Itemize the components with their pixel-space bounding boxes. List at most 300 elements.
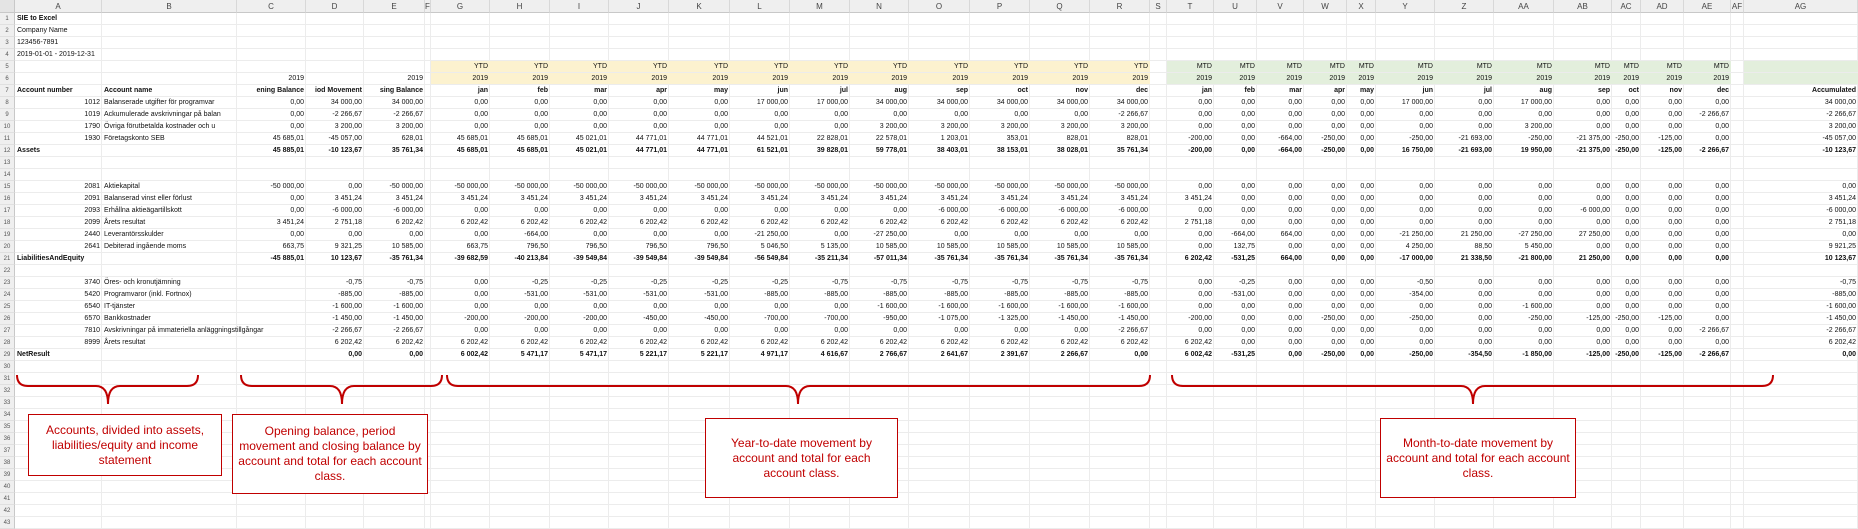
mtd-value[interactable]: 0,00 <box>1715 219 1729 226</box>
report-period[interactable]: 2019-01-01 - 2019-12-31 <box>17 51 95 58</box>
ytd-value[interactable]: 0,00 <box>653 123 667 130</box>
header-period-movement[interactable]: iod Movement <box>314 87 362 94</box>
ytd-value[interactable]: -531,00 <box>583 291 607 298</box>
mtd-value[interactable]: 0,00 <box>1288 315 1302 322</box>
balance-value[interactable]: 10 585,00 <box>391 243 423 250</box>
mtd-value[interactable]: 0,00 <box>1198 123 1212 130</box>
ytd-value[interactable]: -700,00 <box>764 315 788 322</box>
mtd-value[interactable]: -17 000,00 <box>1399 255 1433 262</box>
ytd-value[interactable]: 0,00 <box>893 111 907 118</box>
ytd-value[interactable]: 6 202,42 <box>460 339 488 346</box>
ytd-value[interactable]: 59 778,01 <box>875 147 907 154</box>
ytd-value[interactable]: 3 451,24 <box>520 195 548 202</box>
ytd-value[interactable]: 0,00 <box>474 99 488 106</box>
ytd-value[interactable]: 6 202,42 <box>760 219 788 226</box>
ytd-value[interactable]: 3 451,24 <box>820 195 848 202</box>
balance-value[interactable] <box>237 313 306 324</box>
mtd-value[interactable]: 0,00 <box>1419 303 1433 310</box>
ytd-month-header[interactable]: may <box>713 87 728 94</box>
mtd-value[interactable]: 0,00 <box>1668 231 1682 238</box>
mtd-value[interactable]: 21 250,00 <box>1578 255 1610 262</box>
mtd-value[interactable]: -2 266,67 <box>1699 147 1729 154</box>
ytd-value[interactable]: -35 761,34 <box>994 255 1028 262</box>
mtd-value[interactable]: -21 693,00 <box>1458 135 1492 142</box>
mtd-value[interactable]: -354,50 <box>1468 351 1492 358</box>
mtd-value[interactable]: 0,00 <box>1538 183 1552 190</box>
ytd-month-header[interactable]: jan <box>477 87 488 94</box>
mtd-value[interactable]: 0,00 <box>1360 303 1374 310</box>
ytd-value[interactable]: 0,00 <box>714 123 728 130</box>
mtd-value[interactable]: 0,00 <box>1360 279 1374 286</box>
balance-value[interactable]: -2 266,67 <box>332 327 362 334</box>
ytd-value[interactable]: 5 135,00 <box>820 243 848 250</box>
mtd-value[interactable]: -250,00 <box>1528 315 1552 322</box>
header-opening-balance[interactable]: ening Balance <box>256 87 304 94</box>
row-header-18[interactable]: 18 <box>0 217 15 229</box>
ytd-value[interactable]: 17 000,00 <box>756 99 788 106</box>
account-number[interactable]: 2641 <box>84 243 100 250</box>
balance-value[interactable]: 0,00 <box>290 207 304 214</box>
ytd-value[interactable]: -40 213,84 <box>514 255 548 262</box>
ytd-value[interactable]: 0,00 <box>593 123 607 130</box>
mtd-year[interactable]: 2019 <box>1554 73 1612 84</box>
ytd-label[interactable]: YTD <box>730 61 790 72</box>
mtd-value[interactable]: 0,00 <box>1668 243 1682 250</box>
mtd-value[interactable]: 0,00 <box>1596 123 1610 130</box>
mtd-value[interactable]: 0,00 <box>1478 339 1492 346</box>
mtd-value[interactable]: 5 450,00 <box>1524 243 1552 250</box>
mtd-value[interactable]: 0,00 <box>1419 123 1433 130</box>
mtd-year[interactable]: 2019 <box>1494 73 1554 84</box>
mtd-label[interactable]: MTD <box>1257 61 1304 72</box>
ytd-value[interactable]: -1 600,00 <box>1058 303 1088 310</box>
accumulated-value[interactable]: 9 921,25 <box>1828 243 1856 250</box>
ytd-value[interactable]: -6 000,00 <box>938 207 968 214</box>
ytd-month-header[interactable]: jul <box>839 87 848 94</box>
mtd-value[interactable]: 6 002,42 <box>1184 351 1212 358</box>
balance-value[interactable]: 6 202,42 <box>395 219 423 226</box>
ytd-value[interactable]: -6 000,00 <box>1118 207 1148 214</box>
ytd-year[interactable]: 2019 <box>850 73 909 84</box>
ytd-value[interactable]: -50 000,00 <box>454 183 488 190</box>
ytd-value[interactable]: -0,75 <box>952 279 968 286</box>
ytd-label[interactable]: YTD <box>850 61 909 72</box>
balance-value[interactable]: -1 450,00 <box>393 315 423 322</box>
mtd-month-header[interactable]: sep <box>1597 87 1610 94</box>
mtd-value[interactable]: 6 202,42 <box>1184 255 1212 262</box>
ytd-value[interactable]: -6 000,00 <box>998 207 1028 214</box>
mtd-value[interactable]: 0,00 <box>1715 123 1729 130</box>
mtd-month-header[interactable]: feb <box>1244 87 1255 94</box>
ytd-month-header[interactable]: nov <box>1075 87 1088 94</box>
column-header-ad[interactable]: AD <box>1641 0 1684 13</box>
ytd-value[interactable]: 0,00 <box>593 303 607 310</box>
ytd-value[interactable]: 0,00 <box>653 111 667 118</box>
ytd-year[interactable]: 2019 <box>1030 73 1090 84</box>
mtd-value[interactable]: 0,00 <box>1478 99 1492 106</box>
ytd-value[interactable]: 0,00 <box>714 207 728 214</box>
mtd-value[interactable]: 0,00 <box>1288 183 1302 190</box>
ytd-value[interactable]: 0,00 <box>714 303 728 310</box>
ytd-value[interactable]: 6 202,42 <box>940 219 968 226</box>
row-header-28[interactable]: 28 <box>0 337 15 349</box>
ytd-value[interactable]: 828,01 <box>1126 135 1148 142</box>
balance-value[interactable]: 3 451,24 <box>395 195 423 202</box>
mtd-value[interactable]: 0,00 <box>1625 327 1639 334</box>
ytd-value[interactable]: 6 202,42 <box>579 339 607 346</box>
column-header-n[interactable]: N <box>850 0 909 13</box>
accumulated-value[interactable]: -1 600,00 <box>1826 303 1856 310</box>
mtd-value[interactable]: 0,00 <box>1668 327 1682 334</box>
balance-value[interactable]: 35 761,34 <box>391 147 423 154</box>
mtd-value[interactable]: 0,00 <box>1715 255 1729 262</box>
column-header-r[interactable]: R <box>1090 0 1150 13</box>
mtd-value[interactable]: 132,75 <box>1233 243 1255 250</box>
ytd-value[interactable]: 0,00 <box>893 207 907 214</box>
ytd-label[interactable]: YTD <box>970 61 1030 72</box>
mtd-value[interactable]: 0,00 <box>1360 219 1374 226</box>
ytd-value[interactable]: 0,00 <box>534 207 548 214</box>
ytd-value[interactable]: 22 828,01 <box>816 135 848 142</box>
ytd-value[interactable]: 0,00 <box>834 231 848 238</box>
mtd-value[interactable]: 0,00 <box>1625 255 1639 262</box>
ytd-label[interactable]: YTD <box>490 61 550 72</box>
column-header-u[interactable]: U <box>1214 0 1257 13</box>
mtd-value[interactable]: 0,00 <box>1360 195 1374 202</box>
accumulated-value[interactable]: 34 000,00 <box>1824 99 1856 106</box>
ytd-value[interactable]: 34 000,00 <box>1056 99 1088 106</box>
mtd-value[interactable]: 0,00 <box>1478 327 1492 334</box>
mtd-value[interactable]: 0,00 <box>1478 219 1492 226</box>
balance-value[interactable]: 0,00 <box>290 111 304 118</box>
mtd-value[interactable]: 0,00 <box>1331 123 1345 130</box>
balance-value[interactable]: 0,00 <box>290 195 304 202</box>
balance-value[interactable] <box>237 277 306 288</box>
column-header-g[interactable]: G <box>431 0 490 13</box>
ytd-year[interactable]: 2019 <box>550 73 609 84</box>
account-name[interactable]: IT-tjänster <box>104 303 136 310</box>
mtd-value[interactable]: -21 250,00 <box>1399 231 1433 238</box>
ytd-value[interactable]: 34 000,00 <box>875 99 907 106</box>
mtd-month-header[interactable]: oct <box>1628 87 1639 94</box>
ytd-value[interactable]: 0,00 <box>593 207 607 214</box>
mtd-value[interactable]: -664,00 <box>1278 135 1302 142</box>
row-header-7[interactable]: 7 <box>0 85 15 97</box>
ytd-value[interactable]: -6 000,00 <box>1058 207 1088 214</box>
mtd-value[interactable]: 0,00 <box>1288 207 1302 214</box>
ytd-value[interactable]: -200,00 <box>464 315 488 322</box>
ytd-value[interactable]: -39 682,59 <box>454 255 488 262</box>
balance-value[interactable]: -1 600,00 <box>332 303 362 310</box>
mtd-value[interactable]: -1 600,00 <box>1522 303 1552 310</box>
account-number[interactable]: 2081 <box>84 183 100 190</box>
mtd-value[interactable]: -250,00 <box>1528 135 1552 142</box>
accumulated-value[interactable]: 0,00 <box>1842 231 1856 238</box>
mtd-value[interactable]: 0,00 <box>1331 219 1345 226</box>
ytd-value[interactable]: -1 600,00 <box>938 303 968 310</box>
mtd-value[interactable]: 0,00 <box>1625 291 1639 298</box>
account-name[interactable]: Avskrivningar på immateriella anläggningstillgångar <box>104 327 264 334</box>
ytd-month-header[interactable]: aug <box>894 87 907 94</box>
mtd-value[interactable]: 0,00 <box>1360 315 1374 322</box>
mtd-value[interactable]: 0,00 <box>1241 219 1255 226</box>
ytd-value[interactable]: 0,00 <box>1014 231 1028 238</box>
mtd-value[interactable]: -250,00 <box>1409 135 1433 142</box>
balance-value[interactable]: 0,00 <box>409 351 423 358</box>
mtd-value[interactable]: 0,00 <box>1596 243 1610 250</box>
ytd-value[interactable]: 0,00 <box>474 123 488 130</box>
row-header-13[interactable]: 13 <box>0 157 15 169</box>
ytd-month-header[interactable]: dec <box>1135 87 1148 94</box>
mtd-value[interactable]: -664,00 <box>1278 147 1302 154</box>
mtd-value[interactable]: -21 693,00 <box>1458 147 1492 154</box>
mtd-value[interactable]: -27 250,00 <box>1518 231 1552 238</box>
balance-value[interactable]: 34 000,00 <box>391 99 423 106</box>
mtd-value[interactable]: 0,00 <box>1668 183 1682 190</box>
ytd-label[interactable]: YTD <box>909 61 970 72</box>
ytd-value[interactable]: 0,00 <box>593 231 607 238</box>
ytd-month-header[interactable]: feb <box>537 87 548 94</box>
mtd-value[interactable]: -250,00 <box>1321 351 1345 358</box>
column-header-y[interactable]: Y <box>1376 0 1435 13</box>
mtd-value[interactable]: 0,00 <box>1360 123 1374 130</box>
account-number[interactable]: 2091 <box>84 195 100 202</box>
account-name[interactable]: Öres- och kronutjämning <box>104 279 181 286</box>
ytd-value[interactable]: 0,00 <box>653 303 667 310</box>
balance-value[interactable]: 3 451,24 <box>334 195 362 202</box>
balance-value[interactable]: 0,00 <box>348 231 362 238</box>
ytd-value[interactable]: -50 000,00 <box>573 183 607 190</box>
ytd-value[interactable]: 38 403,01 <box>936 147 968 154</box>
column-header-m[interactable]: M <box>790 0 850 13</box>
mtd-value[interactable]: 16 750,00 <box>1401 147 1433 154</box>
mtd-value[interactable]: 0,00 <box>1288 339 1302 346</box>
row-header-27[interactable]: 27 <box>0 325 15 337</box>
account-number[interactable]: 1019 <box>84 111 100 118</box>
mtd-value[interactable]: 0,00 <box>1241 327 1255 334</box>
ytd-value[interactable]: -200,00 <box>524 315 548 322</box>
row-header-34[interactable]: 34 <box>0 409 15 421</box>
mtd-value[interactable]: 0,00 <box>1625 279 1639 286</box>
ytd-year[interactable]: 2019 <box>490 73 550 84</box>
mtd-value[interactable]: 0,00 <box>1625 219 1639 226</box>
mtd-value[interactable]: 0,00 <box>1419 183 1433 190</box>
ytd-value[interactable]: 353,01 <box>1006 135 1028 142</box>
balance-value[interactable]: -1 600,00 <box>393 303 423 310</box>
mtd-value[interactable]: 0,00 <box>1715 195 1729 202</box>
ytd-value[interactable]: 0,00 <box>1074 231 1088 238</box>
row-header-12[interactable]: 12 <box>0 145 15 157</box>
mtd-value[interactable]: 0,00 <box>1419 207 1433 214</box>
row-header-22[interactable]: 22 <box>0 265 15 277</box>
account-name[interactable]: Övriga förutbetalda kostnader och u <box>104 123 216 130</box>
ytd-value[interactable]: 6 202,42 <box>879 219 907 226</box>
mtd-value[interactable]: 0,00 <box>1419 111 1433 118</box>
mtd-value[interactable]: 0,00 <box>1478 279 1492 286</box>
column-header-ac[interactable]: AC <box>1612 0 1641 13</box>
mtd-value[interactable]: 0,00 <box>1668 255 1682 262</box>
ytd-value[interactable]: -57 011,34 <box>873 255 907 262</box>
ytd-value[interactable]: 0,00 <box>534 123 548 130</box>
mtd-value[interactable]: 0,00 <box>1668 279 1682 286</box>
ytd-value[interactable]: -950,00 <box>883 315 907 322</box>
row-header-5[interactable]: 5 <box>0 61 15 73</box>
row-header-31[interactable]: 31 <box>0 373 15 385</box>
ytd-value[interactable]: -50 000,00 <box>514 183 548 190</box>
ytd-label[interactable]: YTD <box>790 61 850 72</box>
mtd-year[interactable]: 2019 <box>1641 73 1684 84</box>
ytd-value[interactable]: 6 202,42 <box>1060 339 1088 346</box>
balance-value[interactable]: -45 057,00 <box>328 135 362 142</box>
ytd-value[interactable]: 6 202,42 <box>760 339 788 346</box>
accumulated-value[interactable]: 3 451,24 <box>1828 195 1856 202</box>
ytd-value[interactable]: 0,00 <box>653 99 667 106</box>
ytd-value[interactable]: -1 600,00 <box>1118 303 1148 310</box>
balance-value[interactable]: 663,75 <box>282 243 304 250</box>
mtd-value[interactable]: 0,00 <box>1360 147 1374 154</box>
ytd-value[interactable]: 34 000,00 <box>1116 99 1148 106</box>
ytd-value[interactable]: 6 202,42 <box>700 339 728 346</box>
mtd-value[interactable]: 0,00 <box>1538 195 1552 202</box>
mtd-value[interactable]: 0,00 <box>1419 327 1433 334</box>
mtd-month-header[interactable]: apr <box>1334 87 1345 94</box>
row-header-17[interactable]: 17 <box>0 205 15 217</box>
ytd-value[interactable]: 3 451,24 <box>940 195 968 202</box>
mtd-value[interactable]: 0,00 <box>1596 99 1610 106</box>
ytd-value[interactable]: 3 451,24 <box>1000 195 1028 202</box>
mtd-value[interactable]: -21 800,00 <box>1518 255 1552 262</box>
mtd-value[interactable]: -250,00 <box>1615 315 1639 322</box>
mtd-value[interactable]: 0,00 <box>1419 339 1433 346</box>
mtd-value[interactable]: 0,00 <box>1715 303 1729 310</box>
mtd-value[interactable]: 0,00 <box>1596 291 1610 298</box>
ytd-value[interactable]: 3 451,24 <box>579 195 607 202</box>
mtd-value[interactable]: 0,00 <box>1596 327 1610 334</box>
ytd-value[interactable]: 44 771,01 <box>696 147 728 154</box>
ytd-value[interactable]: 45 685,01 <box>456 135 488 142</box>
ytd-value[interactable]: 10 585,00 <box>1116 243 1148 250</box>
mtd-value[interactable]: 0,00 <box>1538 279 1552 286</box>
mtd-value[interactable]: -2 266,67 <box>1699 351 1729 358</box>
ytd-value[interactable]: -35 211,34 <box>814 255 848 262</box>
mtd-value[interactable]: -0,50 <box>1417 279 1433 286</box>
mtd-value[interactable]: 0,00 <box>1288 219 1302 226</box>
ytd-value[interactable]: -50 000,00 <box>633 183 667 190</box>
mtd-value[interactable]: 6 202,42 <box>1184 339 1212 346</box>
mtd-year[interactable]: 2019 <box>1612 73 1641 84</box>
mtd-value[interactable]: 0,00 <box>1198 207 1212 214</box>
mtd-value[interactable]: 0,00 <box>1360 255 1374 262</box>
row-header-32[interactable]: 32 <box>0 385 15 397</box>
ytd-value[interactable]: 0,00 <box>774 327 788 334</box>
mtd-value[interactable]: -354,00 <box>1409 291 1433 298</box>
ytd-value[interactable]: -35 761,34 <box>1054 255 1088 262</box>
mtd-value[interactable]: 0,00 <box>1198 279 1212 286</box>
mtd-value[interactable]: -125,00 <box>1658 351 1682 358</box>
ytd-value[interactable]: 6 202,42 <box>1060 219 1088 226</box>
mtd-value[interactable]: 0,00 <box>1668 291 1682 298</box>
ytd-value[interactable]: -200,00 <box>583 315 607 322</box>
balance-value[interactable]: -2 266,67 <box>332 111 362 118</box>
mtd-label[interactable]: MTD <box>1214 61 1257 72</box>
ytd-value[interactable]: 5 471,17 <box>520 351 548 358</box>
ytd-value[interactable]: -50 000,00 <box>814 183 848 190</box>
mtd-value[interactable]: -250,00 <box>1321 135 1345 142</box>
ytd-value[interactable]: 10 585,00 <box>875 243 907 250</box>
ytd-value[interactable]: 0,00 <box>954 111 968 118</box>
mtd-label[interactable]: MTD <box>1347 61 1376 72</box>
mtd-value[interactable]: 0,00 <box>1625 339 1639 346</box>
mtd-value[interactable]: 0,00 <box>1288 243 1302 250</box>
mtd-value[interactable]: 0,00 <box>1715 183 1729 190</box>
row-header-4[interactable]: 4 <box>0 49 15 61</box>
column-header-z[interactable]: Z <box>1435 0 1494 13</box>
ytd-value[interactable]: -35 761,34 <box>934 255 968 262</box>
ytd-value[interactable]: 5 221,17 <box>639 351 667 358</box>
ytd-value[interactable]: 3 451,24 <box>639 195 667 202</box>
ytd-value[interactable]: -50 000,00 <box>873 183 907 190</box>
column-header-s[interactable]: S <box>1150 0 1167 13</box>
mtd-value[interactable]: 0,00 <box>1596 303 1610 310</box>
ytd-value[interactable]: -35 761,34 <box>1114 255 1148 262</box>
ytd-value[interactable]: 6 202,42 <box>639 339 667 346</box>
account-name[interactable]: Aktiekapital <box>104 183 140 190</box>
balance-value[interactable] <box>237 325 306 336</box>
ytd-value[interactable]: 796,50 <box>706 243 728 250</box>
ytd-value[interactable]: 0,00 <box>714 231 728 238</box>
mtd-value[interactable]: -125,00 <box>1658 147 1682 154</box>
mtd-value[interactable]: -664,00 <box>1231 231 1255 238</box>
row-header-8[interactable]: 8 <box>0 97 15 109</box>
row-header-24[interactable]: 24 <box>0 289 15 301</box>
company-name[interactable]: Company Name <box>17 27 68 34</box>
mtd-value[interactable]: 0,00 <box>1288 123 1302 130</box>
mtd-value[interactable]: -250,00 <box>1409 351 1433 358</box>
ytd-value[interactable]: 38 153,01 <box>996 147 1028 154</box>
column-header-d[interactable]: D <box>306 0 364 13</box>
balance-value[interactable] <box>237 301 306 312</box>
mtd-value[interactable]: -250,00 <box>1409 315 1433 322</box>
mtd-value[interactable]: 0,00 <box>1331 279 1345 286</box>
balance-value[interactable]: -2 266,67 <box>393 111 423 118</box>
mtd-value[interactable]: 4 250,00 <box>1405 243 1433 250</box>
mtd-value[interactable]: 0,00 <box>1288 327 1302 334</box>
ytd-value[interactable]: 0,00 <box>653 327 667 334</box>
row-header-21[interactable]: 21 <box>0 253 15 265</box>
mtd-value[interactable]: 0,00 <box>1331 327 1345 334</box>
ytd-label[interactable]: YTD <box>669 61 730 72</box>
mtd-value[interactable]: 0,00 <box>1625 183 1639 190</box>
ytd-value[interactable]: -0,25 <box>532 279 548 286</box>
mtd-month-header[interactable]: dec <box>1716 87 1729 94</box>
mtd-value[interactable]: -6 000,00 <box>1580 207 1610 214</box>
mtd-value[interactable]: 0,00 <box>1331 303 1345 310</box>
mtd-value[interactable]: 0,00 <box>1360 351 1374 358</box>
mtd-value[interactable]: 0,00 <box>1625 123 1639 130</box>
ytd-year[interactable]: 2019 <box>790 73 850 84</box>
ytd-value[interactable]: 0,00 <box>1074 327 1088 334</box>
mtd-year[interactable]: 2019 <box>1376 73 1435 84</box>
ytd-value[interactable]: 0,00 <box>774 303 788 310</box>
mtd-value[interactable]: 0,00 <box>1625 99 1639 106</box>
ytd-value[interactable]: 0,00 <box>474 303 488 310</box>
ytd-value[interactable]: 0,00 <box>834 123 848 130</box>
accumulated-value[interactable]: -10 123,67 <box>1822 147 1856 154</box>
mtd-value[interactable]: 0,00 <box>1331 183 1345 190</box>
balance-value[interactable]: -885,00 <box>399 291 423 298</box>
ytd-value[interactable]: -531,00 <box>524 291 548 298</box>
mtd-value[interactable]: -531,00 <box>1231 291 1255 298</box>
